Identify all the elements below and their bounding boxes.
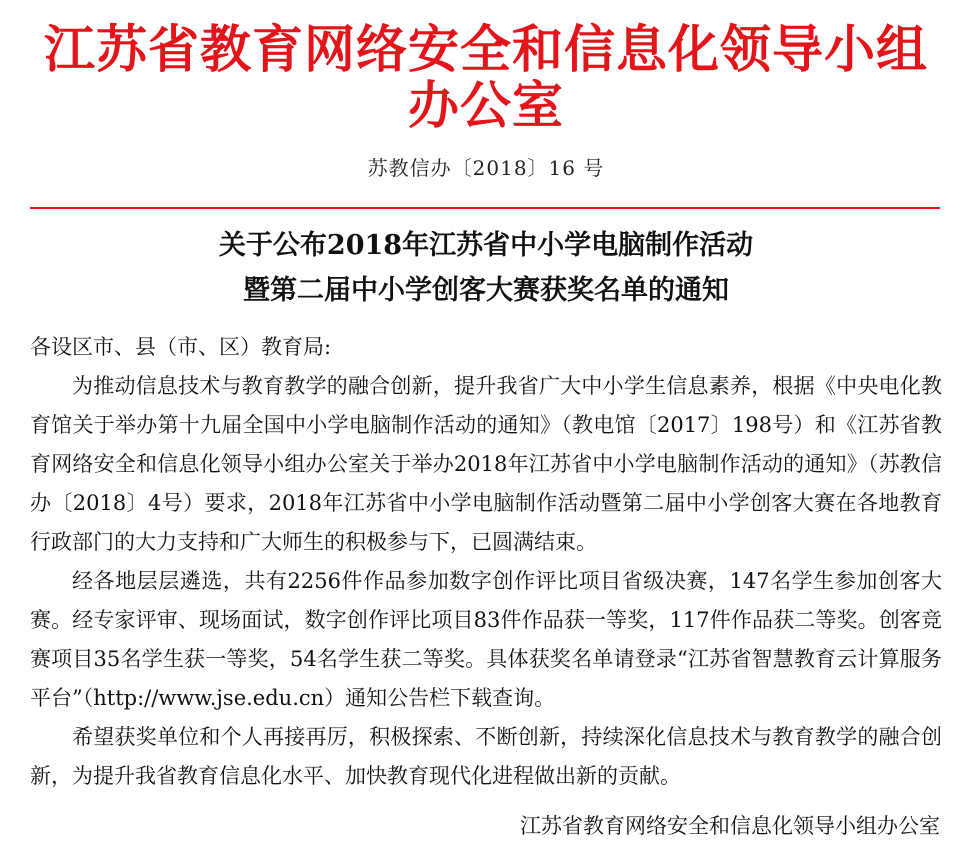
masthead-org-line1: 江苏省教育网络安全和信息化领导小组	[43, 20, 928, 80]
salutation: 各设区市、县（市、区）教育局:	[30, 335, 332, 359]
body-paragraph-2: 经各地层层遴选，共有2256件作品参加数字创作评比项目省级决赛，147名学生参加创客大赛。经专家评审、现场面试，数字创作评比项目83件作品获一等奖，117件作品获二等奖。创客竞赛项目35名学生获一等奖，54名学生获二等奖。具体获奖名单请登录“江苏省智慧教育云计算服务平台”（http://www.jse.edu.cn）通知公告栏下载查询。	[30, 569, 942, 710]
notice-title-line1: 关于公布2018年江苏省中小学电脑制作活动	[218, 230, 754, 261]
document-number: 苏教信办〔2018〕16 号	[367, 156, 605, 180]
notice-title-line2: 暨第二届中小学创客大赛获奖名单的通知	[243, 275, 729, 306]
body-paragraph-3: 希望获奖单位和个人再接再厉，积极探索、不断创新，持续深化信息技术与教育教学的融合创新，为提升我省教育信息化水平、加快教育现代化进程做出新的贡献。	[30, 725, 942, 788]
masthead-org-line2: 办公室	[407, 76, 564, 136]
red-divider	[30, 207, 940, 209]
body-paragraph-1: 为推动信息技术与教育教学的融合创新，提升我省广大中小学生信息素养，根据《中央电化教育馆关于举办第十九届全国中小学电脑制作活动的通知》（教电馆〔2017〕198号）和《江苏省教育网络安全和信息化领导小组办公室关于举办2018年江苏省中小学电脑制作活动的通知》（苏教信办〔2018〕4号）要求，2018年江苏省中小学电脑制作活动暨第二届中小学创客大赛在各地教育行政部门的大力支持和广大师生的积极参与下，已圆满结束。	[30, 374, 942, 554]
notice-body	[30, 328, 942, 796]
signature: 江苏省教育网络安全和信息化领导小组办公室	[520, 814, 940, 838]
